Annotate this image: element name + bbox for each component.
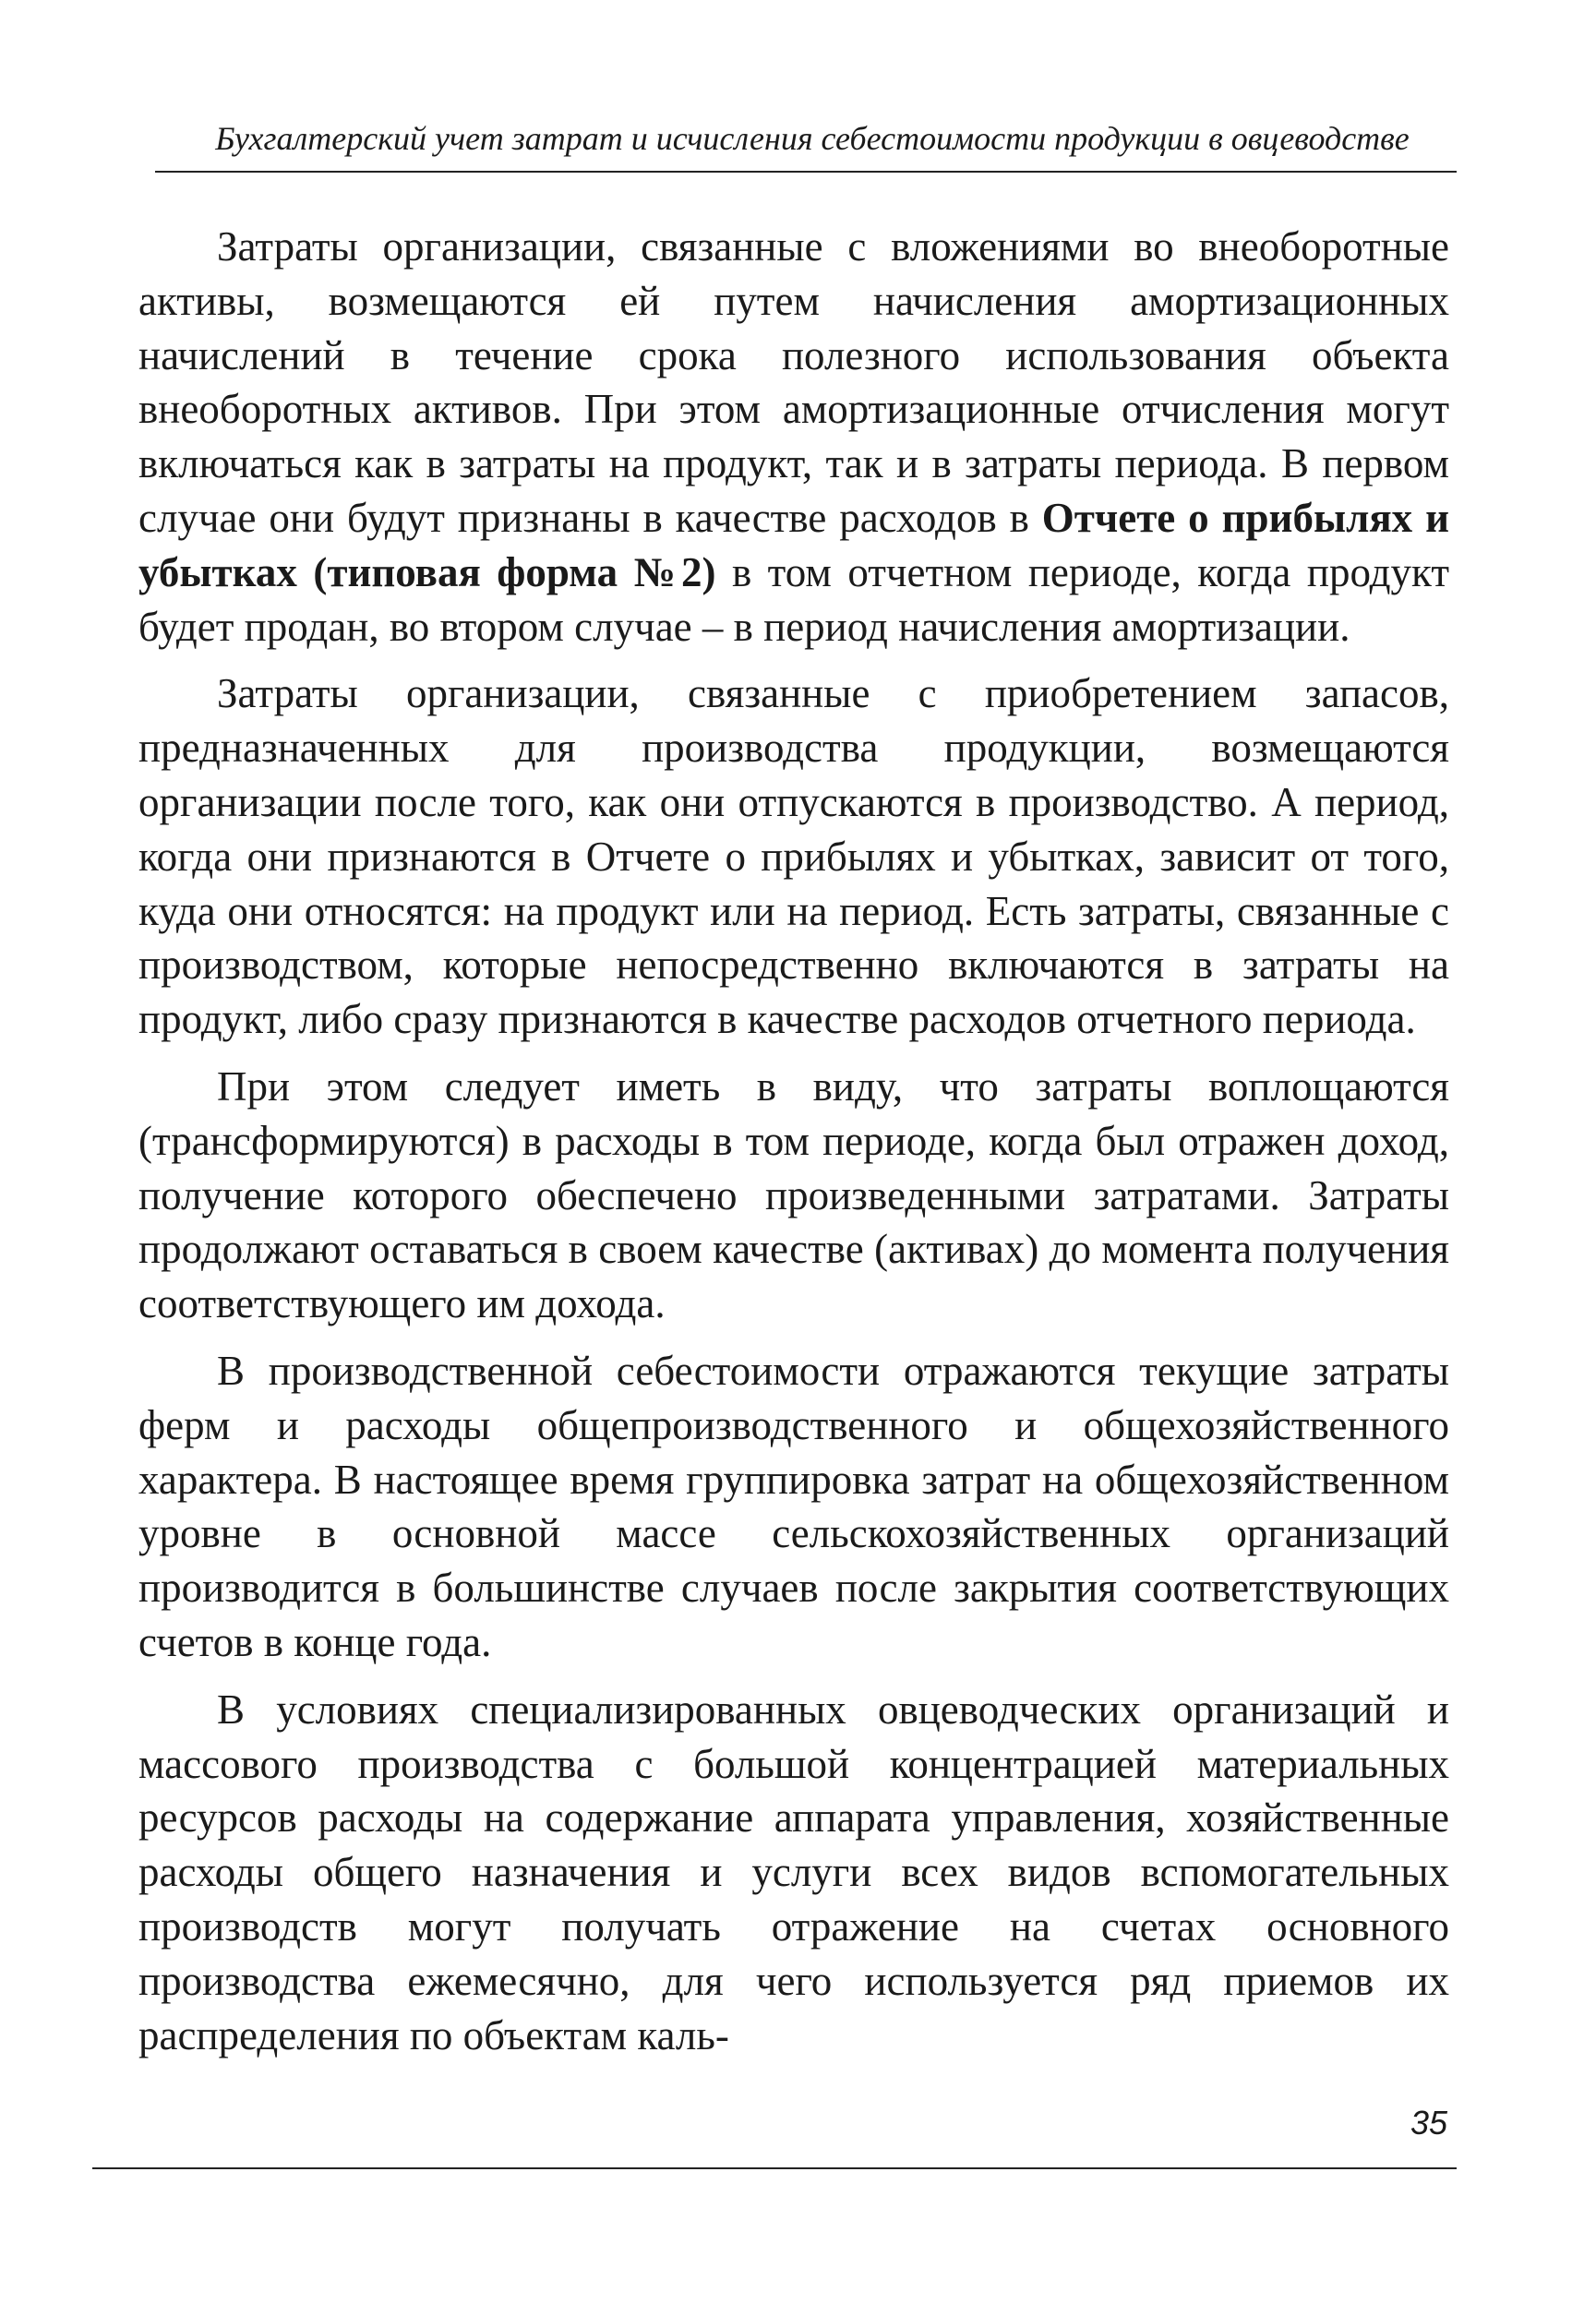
- paragraph-1-text-start: Затраты организации, связанные с вложениями во внеоборотные активы, возмещаются ей путем начисления амортизационных начислений в течение срока полезного использования объекта внеоборотных активов. При этом амортизационные отчисления могут включаться как в затраты на продукт, так и в затраты периода. В первом случае они будут признаны в качестве расходов в: [138, 223, 1449, 541]
- page-number: 35: [1410, 2104, 1447, 2142]
- paragraph-4: В производственной себестоимости отражаются текущие затраты ферм и расходы общепроизводственного и общехозяйственного характера. В настоящее время группировка затрат на общехозяйственном уровне в основной массе сельскохозяйственных организаций производится в большинстве случаев после закрытия соответствующих счетов в конце года.: [138, 1347, 1449, 1665]
- paragraph-5: В условиях специализированных овцеводческих организаций и массового производства с большой концентрацией материальных ресурсов расходы на содержание аппарата управления, хозяйственные расходы общего назначения и услуги всех видов вспомогательных производств могут получать отражение на счетах основного производства ежемесячно, для чего используется ряд приемов их распределения по объектам каль-: [138, 1686, 1449, 2058]
- header-rule: [155, 171, 1457, 173]
- paragraph-1: [138, 220, 1449, 654]
- paragraph-1-text-end: в том отчетном периоде, когда продукт будет продан, во втором случае – в период начисления амортизации.: [138, 548, 1449, 650]
- paragraph-3: При этом следует иметь в виду, что затраты воплощаются (трансформируются) в расходы в том периоде, когда был отражен доход, получение которого обеспечено произведенными затратами. Затраты продолжают оставаться в своем качестве (активах) до момента получения соответствующего им дохода.: [138, 1062, 1449, 1327]
- paragraph-1-bold-reference: Отчете о прибылях и убытках (типовая форма №2): [138, 494, 1450, 595]
- paragraph-2: Затраты организации, связанные с приобретением запасов, предназначенных для производства продукции, возмещаются организации после того, как они отпускаются в производство. А период, когда они признаются в Отчете о прибылях и убытках, зависит от того, куда они относятся: на продукт или на период. Есть затраты, связанные с производством, которые непосредственно включаются в затраты на продукт, либо сразу признаются в качестве расходов отчетного периода.: [138, 670, 1449, 1043]
- running-header: Бухгалтерский учет затрат и исчисления себестоимости продукции в овцеводстве: [215, 120, 1410, 157]
- footer-rule: [92, 2167, 1457, 2169]
- body-text: [138, 220, 1449, 2075]
